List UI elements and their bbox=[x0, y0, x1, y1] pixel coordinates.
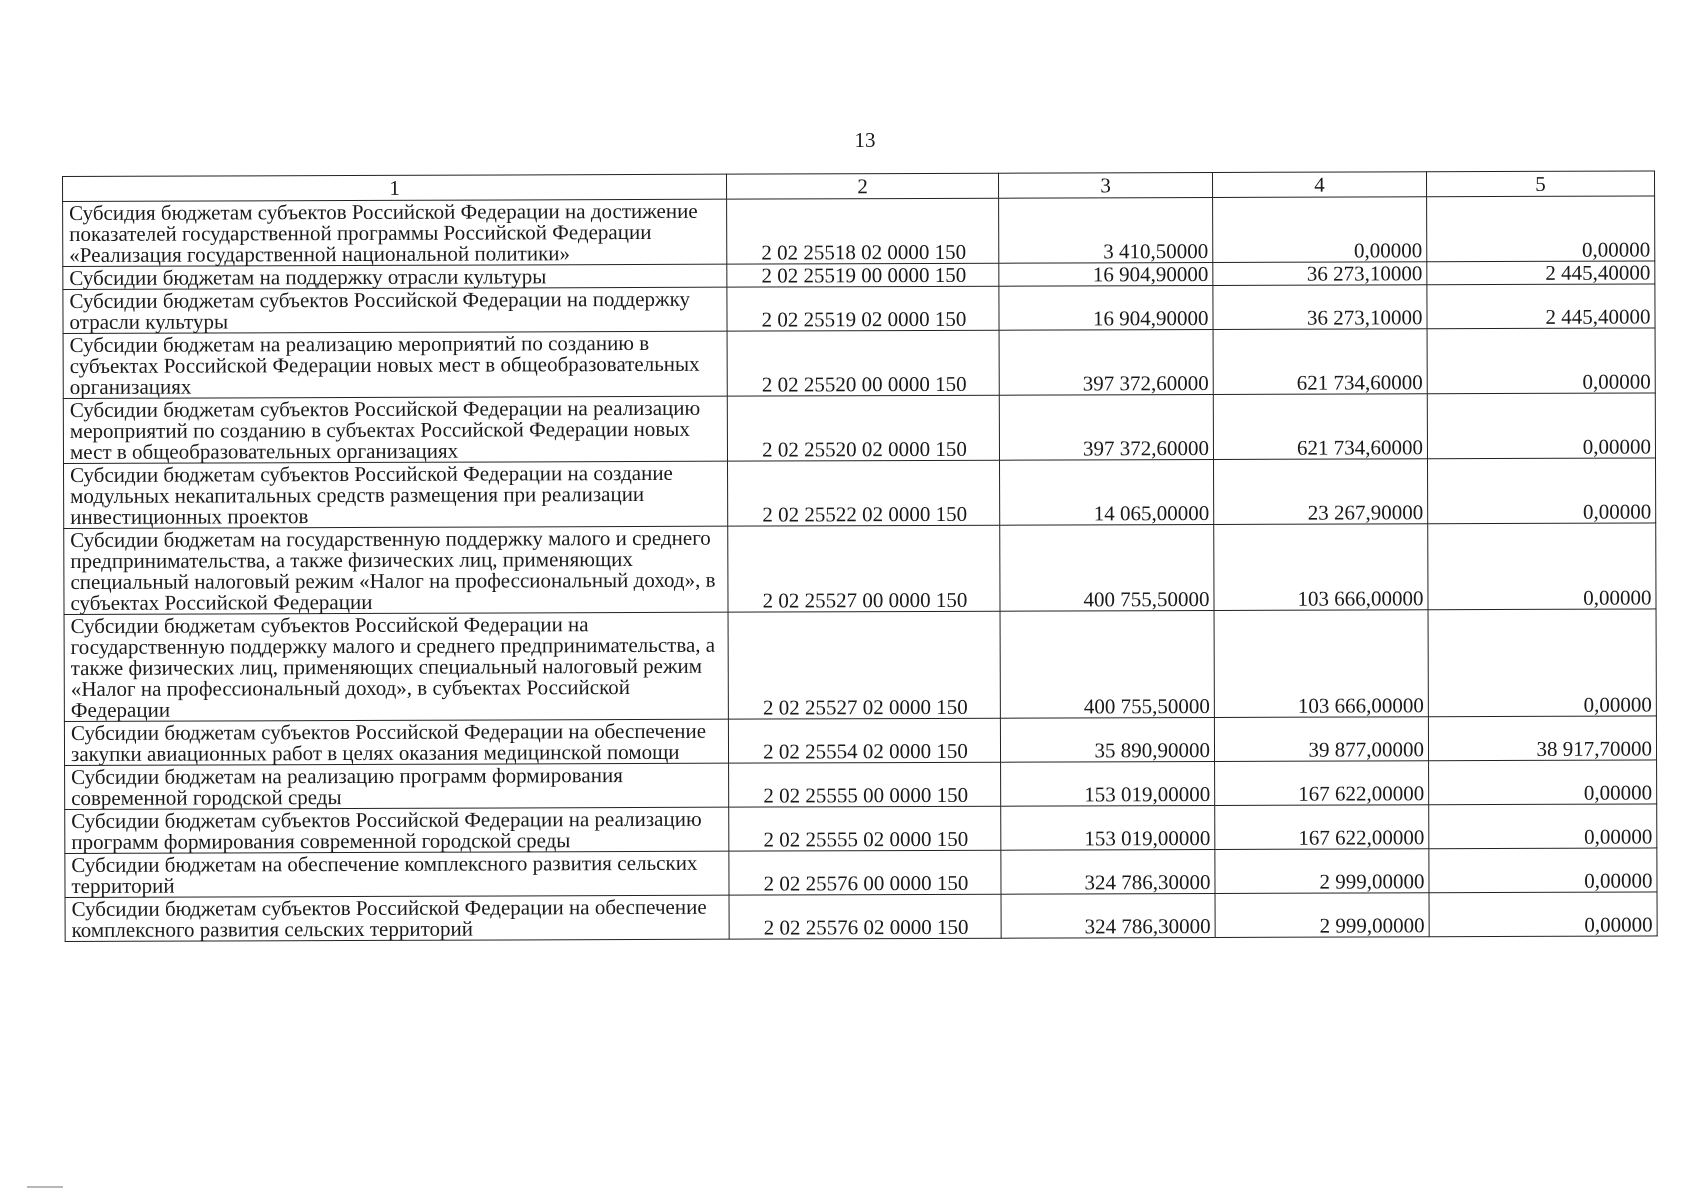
row-name: Субсидии бюджетам на реализацию программ формирования современной городской среды bbox=[65, 763, 729, 809]
row-value-3: 35 890,90000 bbox=[1000, 717, 1214, 762]
row-name: Субсидии бюджетам на государственную поддержку малого и среднего предпринимательства, а также физических лиц, применяющих специальный налоговый режим «Налог на профессиональный доход», в субъектах Российской Федерации bbox=[64, 526, 728, 614]
row-value-3: 3 410,50000 bbox=[999, 197, 1213, 263]
row-code: 2 02 25520 02 0000 150 bbox=[727, 395, 999, 461]
row-code: 2 02 25554 02 0000 150 bbox=[728, 718, 1000, 763]
table-row bbox=[63, 393, 1655, 464]
row-name: Субсидии бюджетам на поддержку отрасли культуры bbox=[63, 264, 727, 289]
table-row bbox=[64, 609, 1656, 722]
row-value-3: 153 019,00000 bbox=[1001, 805, 1215, 850]
row-value-3: 324 786,30000 bbox=[1001, 849, 1215, 894]
row-code: 2 02 25527 00 0000 150 bbox=[728, 525, 1000, 612]
table-row bbox=[63, 261, 1655, 290]
row-value-4: 36 273,10000 bbox=[1213, 262, 1427, 286]
row-value-3: 16 904,90000 bbox=[999, 262, 1213, 286]
row-value-5: 0,00000 bbox=[1427, 328, 1655, 394]
row-value-5: 0,00000 bbox=[1429, 760, 1657, 805]
row-code: 2 02 25555 02 0000 150 bbox=[729, 806, 1001, 851]
row-value-4: 23 267,90000 bbox=[1213, 459, 1427, 525]
row-value-3: 400 755,50000 bbox=[1000, 524, 1214, 611]
row-value-4: 36 273,10000 bbox=[1213, 285, 1427, 330]
row-value-3: 324 786,30000 bbox=[1001, 893, 1215, 938]
row-value-4: 103 666,00000 bbox=[1214, 610, 1428, 718]
row-value-4: 2 999,00000 bbox=[1215, 893, 1429, 938]
scan-footer-mark bbox=[27, 1186, 63, 1188]
row-value-5: 38 917,70000 bbox=[1428, 716, 1656, 761]
row-name: Субсидии бюджетам субъектов Российской Федерации на реализацию мероприятий по созданию в субъектах Российской Федерации новых мест в общеобразовательных организациях bbox=[63, 396, 727, 463]
row-value-5: 2 445,40000 bbox=[1427, 284, 1655, 329]
row-code: 2 02 25522 02 0000 150 bbox=[727, 460, 999, 526]
table-row bbox=[64, 523, 1656, 615]
row-value-3: 14 065,00000 bbox=[999, 459, 1213, 525]
row-value-4: 39 877,00000 bbox=[1214, 717, 1428, 762]
row-value-3: 397 372,60000 bbox=[999, 394, 1213, 460]
table-row bbox=[64, 458, 1656, 529]
row-value-5: 0,00000 bbox=[1429, 804, 1657, 849]
table-row bbox=[64, 716, 1656, 766]
row-value-5: 0,00000 bbox=[1427, 458, 1655, 524]
table-row bbox=[65, 892, 1657, 942]
row-name: Субсидии бюджетам субъектов Российской Федерации на обеспечение комплексного развития сельских территорий bbox=[65, 895, 729, 941]
row-name: Субсидия бюджетам субъектов Российской Федерации на достижение показателей государственной программы Российской Федерации «Реализация государственной национальной политики» bbox=[63, 199, 727, 266]
row-value-3: 400 755,50000 bbox=[1000, 610, 1214, 718]
table-row bbox=[63, 284, 1655, 334]
row-value-5: 0,00000 bbox=[1428, 523, 1656, 610]
table-row bbox=[65, 760, 1657, 810]
table-row bbox=[63, 328, 1655, 399]
table-row bbox=[65, 848, 1657, 898]
row-value-4: 103 666,00000 bbox=[1214, 524, 1428, 611]
row-name: Субсидии бюджетам на реализацию мероприятий по созданию в субъектах Российской Федерации новых мест в общеобразовательных организациях bbox=[63, 331, 727, 398]
row-value-3: 397 372,60000 bbox=[999, 329, 1213, 395]
row-name: Субсидии бюджетам субъектов Российской Федерации на обеспечение закупки авиационных работ в целях оказания медицинской помощи bbox=[64, 719, 728, 765]
column-header-4: 4 bbox=[1212, 172, 1426, 198]
column-header-3: 3 bbox=[998, 172, 1212, 198]
row-name: Субсидии бюджетам субъектов Российской Федерации на создание модульных некапитальных средств размещения при реализации инвестиционных проектов bbox=[64, 461, 728, 528]
row-value-4: 621 734,60000 bbox=[1213, 394, 1427, 460]
row-value-4: 167 622,00000 bbox=[1215, 761, 1429, 806]
row-code: 2 02 25520 00 0000 150 bbox=[727, 330, 999, 396]
column-header-2: 2 bbox=[726, 173, 998, 199]
row-value-5: 0,00000 bbox=[1428, 609, 1656, 717]
row-value-3: 16 904,90000 bbox=[999, 285, 1213, 330]
row-code: 2 02 25555 00 0000 150 bbox=[729, 762, 1001, 807]
row-value-5: 0,00000 bbox=[1429, 892, 1657, 937]
row-code: 2 02 25519 02 0000 150 bbox=[727, 286, 999, 331]
row-name: Субсидии бюджетам субъектов Российской Федерации на государственную поддержку малого и среднего предпринимательства, а также физических лиц, применяющих специальный налоговый режим «Налог на профессиональный доход», в субъектах Российской Федерации bbox=[64, 612, 728, 721]
table-row bbox=[63, 196, 1655, 267]
row-name: Субсидии бюджетам на обеспечение комплексного развития сельских территорий bbox=[65, 851, 729, 897]
row-code: 2 02 25527 02 0000 150 bbox=[728, 611, 1000, 719]
budget-table bbox=[62, 170, 1658, 942]
row-value-4: 0,00000 bbox=[1213, 197, 1427, 263]
row-code: 2 02 25576 02 0000 150 bbox=[729, 894, 1001, 939]
row-value-3: 153 019,00000 bbox=[1001, 761, 1215, 806]
page-number: 13 bbox=[854, 128, 876, 152]
row-value-4: 167 622,00000 bbox=[1215, 805, 1429, 850]
row-code: 2 02 25576 00 0000 150 bbox=[729, 850, 1001, 895]
row-value-4: 621 734,60000 bbox=[1213, 329, 1427, 395]
row-value-5: 2 445,40000 bbox=[1427, 261, 1655, 285]
column-header-1: 1 bbox=[63, 174, 727, 201]
row-value-5: 0,00000 bbox=[1427, 393, 1655, 459]
table-row bbox=[65, 804, 1657, 854]
row-value-5: 0,00000 bbox=[1429, 848, 1657, 893]
row-code: 2 02 25519 00 0000 150 bbox=[727, 263, 999, 287]
column-header-5: 5 bbox=[1426, 171, 1654, 197]
row-code: 2 02 25518 02 0000 150 bbox=[727, 198, 999, 264]
row-name: Субсидии бюджетам субъектов Российской Федерации на реализацию программ формирования современной городской среды bbox=[65, 807, 729, 853]
row-name: Субсидии бюджетам субъектов Российской Федерации на поддержку отрасли культуры bbox=[63, 287, 727, 333]
row-value-5: 0,00000 bbox=[1427, 196, 1655, 262]
row-value-4: 2 999,00000 bbox=[1215, 849, 1429, 894]
